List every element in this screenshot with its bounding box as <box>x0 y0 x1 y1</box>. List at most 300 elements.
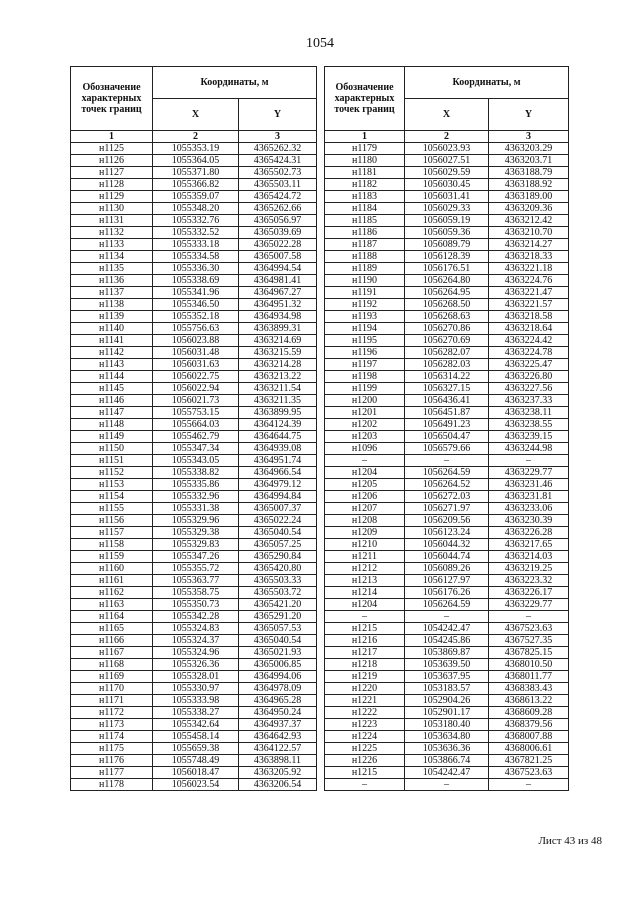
table-row <box>71 755 569 767</box>
table-row <box>71 179 569 191</box>
table-row <box>71 323 569 335</box>
right-coord-y: 4363226.80 <box>489 371 569 383</box>
right-point-id: н1183 <box>325 191 405 203</box>
table-row <box>71 527 569 539</box>
right-coord-y: 4363214.03 <box>489 551 569 563</box>
right-coord-x: 1056044.32 <box>405 539 489 551</box>
table-row <box>71 299 569 311</box>
right-coord-x: 1056264.95 <box>405 287 489 299</box>
right-point-id: н1206 <box>325 491 405 503</box>
col-number: 3 <box>239 131 317 143</box>
left-coord-x: 1056021.73 <box>153 395 239 407</box>
right-coord-y: 4363230.39 <box>489 515 569 527</box>
right-point-id: н1210 <box>325 539 405 551</box>
right-point-id: н1188 <box>325 251 405 263</box>
right-coord-y: 4363214.27 <box>489 239 569 251</box>
right-point-id: н1200 <box>325 395 405 407</box>
left-coord-y: 4363214.69 <box>239 335 317 347</box>
right-point-id: – <box>325 455 405 467</box>
right-coord-x: – <box>405 779 489 791</box>
col-number: 2 <box>405 131 489 143</box>
right-coord-y: 4363218.33 <box>489 251 569 263</box>
left-coord-x: 1056022.94 <box>153 383 239 395</box>
right-coord-y: 4363221.57 <box>489 299 569 311</box>
right-coord-y: 4363212.42 <box>489 215 569 227</box>
right-coord-y: 4363224.42 <box>489 335 569 347</box>
left-point-id: н1162 <box>71 587 153 599</box>
left-coord-y: 4364978.09 <box>239 683 317 695</box>
left-point-id: н1144 <box>71 371 153 383</box>
left-coord-x: 1055336.30 <box>153 263 239 275</box>
right-coord-y: 4363226.17 <box>489 587 569 599</box>
left-coord-x: 1055366.82 <box>153 179 239 191</box>
table-row <box>71 215 569 227</box>
left-point-id: н1151 <box>71 455 153 467</box>
right-coord-x: 1056264.52 <box>405 479 489 491</box>
left-coord-x: 1055331.38 <box>153 503 239 515</box>
left-point-id: н1133 <box>71 239 153 251</box>
left-coord-y: 4365007.37 <box>239 503 317 515</box>
right-coord-y: 4363203.71 <box>489 155 569 167</box>
table-row <box>71 587 569 599</box>
left-point-id: н1134 <box>71 251 153 263</box>
right-coord-x: 1056089.26 <box>405 563 489 575</box>
left-point-id: н1129 <box>71 191 153 203</box>
right-coord-x: 1056059.36 <box>405 227 489 239</box>
right-point-id: н1215 <box>325 767 405 779</box>
left-point-id: н1158 <box>71 539 153 551</box>
right-coord-x: 1052904.26 <box>405 695 489 707</box>
left-coord-y: 4365040.54 <box>239 527 317 539</box>
left-coord-y: 4365039.69 <box>239 227 317 239</box>
right-point-id: н1186 <box>325 227 405 239</box>
left-coord-y: 4365424.72 <box>239 191 317 203</box>
right-coord-y: 4367527.35 <box>489 635 569 647</box>
left-point-id: н1147 <box>71 407 153 419</box>
left-coord-x: 1055333.18 <box>153 239 239 251</box>
right-point-id: н1216 <box>325 635 405 647</box>
left-point-id: н1160 <box>71 563 153 575</box>
right-coord-x: 1053180.40 <box>405 719 489 731</box>
table-row <box>71 383 569 395</box>
table-row <box>71 395 569 407</box>
right-coord-y: 4363209.36 <box>489 203 569 215</box>
right-point-id: н1218 <box>325 659 405 671</box>
right-coord-x: 1056451.87 <box>405 407 489 419</box>
left-point-id: н1127 <box>71 167 153 179</box>
left-coord-x: 1055341.96 <box>153 287 239 299</box>
right-point-id: н1195 <box>325 335 405 347</box>
left-coord-y: 4365503.11 <box>239 179 317 191</box>
right-coord-y: 4363217.65 <box>489 539 569 551</box>
right-point-id: н1226 <box>325 755 405 767</box>
header-point-designation-left: Обозначение характерных точек границ <box>71 67 153 131</box>
left-coord-y: 4364951.74 <box>239 455 317 467</box>
left-coord-y: 4364994.06 <box>239 671 317 683</box>
right-coord-y: 4363244.98 <box>489 443 569 455</box>
table-row <box>71 287 569 299</box>
right-point-id: н1180 <box>325 155 405 167</box>
table-body <box>71 131 569 791</box>
left-coord-y: 4363205.92 <box>239 767 317 779</box>
right-point-id: н1196 <box>325 347 405 359</box>
left-coord-y: 4363215.59 <box>239 347 317 359</box>
left-coord-x: 1056031.63 <box>153 359 239 371</box>
left-coord-y: 4364939.08 <box>239 443 317 455</box>
right-coord-y: 4363238.55 <box>489 419 569 431</box>
left-point-id: н1166 <box>71 635 153 647</box>
right-point-id: н1214 <box>325 587 405 599</box>
table-row <box>71 263 569 275</box>
left-coord-x: 1055358.75 <box>153 587 239 599</box>
left-coord-x: 1055329.96 <box>153 515 239 527</box>
right-coord-x: 1056023.93 <box>405 143 489 155</box>
right-coord-y: 4363210.70 <box>489 227 569 239</box>
right-coord-x: 1056270.69 <box>405 335 489 347</box>
right-coord-x: 1054245.86 <box>405 635 489 647</box>
right-coord-y: – <box>489 779 569 791</box>
right-point-id: н1219 <box>325 671 405 683</box>
left-point-id: н1130 <box>71 203 153 215</box>
right-coord-x: 1056029.33 <box>405 203 489 215</box>
table-row <box>71 167 569 179</box>
right-coord-y: 4363233.06 <box>489 503 569 515</box>
left-coord-x: 1055347.26 <box>153 551 239 563</box>
left-point-id: н1141 <box>71 335 153 347</box>
right-coord-x: 1056027.51 <box>405 155 489 167</box>
sheet-footer: Лист 43 из 48 <box>538 835 602 847</box>
left-coord-y: 4364981.41 <box>239 275 317 287</box>
right-point-id: н1225 <box>325 743 405 755</box>
right-point-id: н1096 <box>325 443 405 455</box>
left-point-id: н1150 <box>71 443 153 455</box>
right-coord-x: 1056282.03 <box>405 359 489 371</box>
right-coord-y: 4363221.18 <box>489 263 569 275</box>
right-coord-y: 4363231.46 <box>489 479 569 491</box>
table-row <box>71 431 569 443</box>
right-coord-y: 4363221.47 <box>489 287 569 299</box>
right-coord-y: 4363219.25 <box>489 563 569 575</box>
header-x-right: X <box>405 99 489 131</box>
right-point-id: н1187 <box>325 239 405 251</box>
left-coord-y: 4363213.22 <box>239 371 317 383</box>
table-row <box>71 143 569 155</box>
left-coord-x: 1055462.79 <box>153 431 239 443</box>
left-coord-x: 1055326.36 <box>153 659 239 671</box>
table-row <box>71 251 569 263</box>
right-coord-y: 4363188.79 <box>489 167 569 179</box>
left-point-id: н1126 <box>71 155 153 167</box>
left-coord-y: 4364951.32 <box>239 299 317 311</box>
left-point-id: н1149 <box>71 431 153 443</box>
left-coord-x: 1056018.47 <box>153 767 239 779</box>
left-coord-x: 1055343.05 <box>153 455 239 467</box>
right-point-id: н1220 <box>325 683 405 695</box>
table-row <box>71 491 569 503</box>
right-coord-x: 1054242.47 <box>405 623 489 635</box>
left-coord-y: 4364642.93 <box>239 731 317 743</box>
left-coord-y: 4365503.33 <box>239 575 317 587</box>
right-coord-x: 1056176.51 <box>405 263 489 275</box>
left-coord-x: 1055458.14 <box>153 731 239 743</box>
table-row <box>71 371 569 383</box>
table-row <box>71 191 569 203</box>
left-coord-y: 4365021.93 <box>239 647 317 659</box>
table-row <box>71 155 569 167</box>
left-coord-y: 4365007.58 <box>239 251 317 263</box>
right-point-id: н1184 <box>325 203 405 215</box>
left-coord-x: 1055338.82 <box>153 467 239 479</box>
left-coord-y: 4365006.85 <box>239 659 317 671</box>
left-coord-y: 4365022.24 <box>239 515 317 527</box>
table-row <box>71 611 569 623</box>
right-coord-y: 4367523.63 <box>489 767 569 779</box>
left-coord-y: 4364122.57 <box>239 743 317 755</box>
right-coord-x: 1053639.50 <box>405 659 489 671</box>
left-coord-x: 1055342.64 <box>153 719 239 731</box>
left-coord-x: 1055346.50 <box>153 299 239 311</box>
header-coordinates-left: Координаты, м <box>153 67 317 99</box>
col-number: 1 <box>325 131 405 143</box>
right-point-id: н1201 <box>325 407 405 419</box>
left-coord-x: 1055753.15 <box>153 407 239 419</box>
table-row <box>71 563 569 575</box>
left-coord-x: 1055333.98 <box>153 695 239 707</box>
left-point-id: н1157 <box>71 527 153 539</box>
left-coord-y: 4364934.98 <box>239 311 317 323</box>
left-coord-x: 1055329.83 <box>153 539 239 551</box>
right-coord-y: – <box>489 611 569 623</box>
left-coord-x: 1055353.19 <box>153 143 239 155</box>
left-point-id: н1152 <box>71 467 153 479</box>
left-coord-x: 1055352.18 <box>153 311 239 323</box>
table-row <box>71 635 569 647</box>
left-coord-y: 4365262.32 <box>239 143 317 155</box>
left-coord-y: 4365420.80 <box>239 563 317 575</box>
right-point-id: н1208 <box>325 515 405 527</box>
right-point-id: н1192 <box>325 299 405 311</box>
table-row <box>71 275 569 287</box>
right-coord-x: 1056436.41 <box>405 395 489 407</box>
left-point-id: н1171 <box>71 695 153 707</box>
left-point-id: н1139 <box>71 311 153 323</box>
table-row <box>71 599 569 611</box>
left-coord-y: 4365057.25 <box>239 539 317 551</box>
left-coord-y: 4364950.24 <box>239 707 317 719</box>
right-coord-y: 4368010.50 <box>489 659 569 671</box>
left-point-id: н1145 <box>71 383 153 395</box>
table-row <box>71 719 569 731</box>
right-coord-x: 1056268.63 <box>405 311 489 323</box>
right-coord-x: 1056271.97 <box>405 503 489 515</box>
right-coord-x: 1056176.26 <box>405 587 489 599</box>
left-coord-x: 1056022.75 <box>153 371 239 383</box>
table-row <box>71 419 569 431</box>
right-point-id: н1212 <box>325 563 405 575</box>
right-coord-y: 4363229.77 <box>489 467 569 479</box>
right-coord-x: – <box>405 611 489 623</box>
left-coord-y: 4365503.72 <box>239 587 317 599</box>
right-point-id: н1193 <box>325 311 405 323</box>
left-coord-y: 4363899.95 <box>239 407 317 419</box>
right-point-id: н1189 <box>325 263 405 275</box>
left-point-id: н1131 <box>71 215 153 227</box>
right-point-id: н1207 <box>325 503 405 515</box>
table-row <box>71 335 569 347</box>
coordinates-table <box>70 66 569 791</box>
left-point-id: н1163 <box>71 599 153 611</box>
column-number-row <box>71 131 569 143</box>
table-row <box>71 731 569 743</box>
right-coord-x: 1053183.57 <box>405 683 489 695</box>
left-coord-x: 1055363.77 <box>153 575 239 587</box>
left-coord-x: 1055748.49 <box>153 755 239 767</box>
right-point-id: н1209 <box>325 527 405 539</box>
page-number: 1054 <box>306 36 334 51</box>
right-point-id: н1224 <box>325 731 405 743</box>
left-coord-x: 1055334.58 <box>153 251 239 263</box>
left-coord-y: 4363211.35 <box>239 395 317 407</box>
right-coord-y: 4368383.43 <box>489 683 569 695</box>
table-row <box>71 455 569 467</box>
left-coord-x: 1055330.97 <box>153 683 239 695</box>
left-point-id: н1175 <box>71 743 153 755</box>
right-point-id: н1222 <box>325 707 405 719</box>
right-coord-y: 4363226.28 <box>489 527 569 539</box>
right-point-id: н1205 <box>325 479 405 491</box>
left-point-id: н1140 <box>71 323 153 335</box>
right-coord-x: 1053634.80 <box>405 731 489 743</box>
right-coord-y: 4363238.11 <box>489 407 569 419</box>
left-coord-y: 4365424.31 <box>239 155 317 167</box>
right-coord-x: 1056491.23 <box>405 419 489 431</box>
right-coord-y: 4367821.25 <box>489 755 569 767</box>
left-coord-x: 1055364.05 <box>153 155 239 167</box>
table-row <box>71 695 569 707</box>
right-coord-y: 4363231.81 <box>489 491 569 503</box>
right-coord-x: 1056268.50 <box>405 299 489 311</box>
right-coord-y: 4363229.77 <box>489 599 569 611</box>
table-row <box>71 623 569 635</box>
left-coord-y: 4364994.84 <box>239 491 317 503</box>
right-coord-y: 4363189.00 <box>489 191 569 203</box>
left-coord-y: 4364124.39 <box>239 419 317 431</box>
left-point-id: н1132 <box>71 227 153 239</box>
left-coord-y: 4365502.73 <box>239 167 317 179</box>
right-coord-x: 1053636.36 <box>405 743 489 755</box>
left-point-id: н1168 <box>71 659 153 671</box>
left-point-id: н1164 <box>71 611 153 623</box>
left-point-id: н1148 <box>71 419 153 431</box>
col-number: 3 <box>489 131 569 143</box>
right-coord-y: 4363223.32 <box>489 575 569 587</box>
right-point-id: н1185 <box>325 215 405 227</box>
table-row <box>71 779 569 791</box>
left-coord-x: 1055324.37 <box>153 635 239 647</box>
right-point-id: н1223 <box>325 719 405 731</box>
left-point-id: н1143 <box>71 359 153 371</box>
col-number: 1 <box>71 131 153 143</box>
right-point-id: н1190 <box>325 275 405 287</box>
right-coord-y: 4363218.64 <box>489 323 569 335</box>
right-point-id: н1202 <box>325 419 405 431</box>
left-point-id: н1146 <box>71 395 153 407</box>
left-coord-x: 1055338.27 <box>153 707 239 719</box>
left-coord-y: 4363898.11 <box>239 755 317 767</box>
left-coord-y: 4365056.97 <box>239 215 317 227</box>
right-coord-x: 1056029.59 <box>405 167 489 179</box>
right-coord-x: 1056089.79 <box>405 239 489 251</box>
col-number: 2 <box>153 131 239 143</box>
left-coord-y: 4365262.66 <box>239 203 317 215</box>
right-point-id: н1204 <box>325 599 405 611</box>
left-point-id: н1159 <box>71 551 153 563</box>
table-row <box>71 767 569 779</box>
right-point-id: н1182 <box>325 179 405 191</box>
right-coord-y: 4363227.56 <box>489 383 569 395</box>
left-point-id: н1177 <box>71 767 153 779</box>
table-row <box>71 671 569 683</box>
right-coord-x: 1056270.86 <box>405 323 489 335</box>
right-coord-x: 1056030.45 <box>405 179 489 191</box>
right-point-id: н1194 <box>325 323 405 335</box>
left-point-id: н1167 <box>71 647 153 659</box>
table-row <box>71 359 569 371</box>
left-coord-x: 1055324.96 <box>153 647 239 659</box>
left-coord-y: 4364965.28 <box>239 695 317 707</box>
right-coord-x: 1056272.03 <box>405 491 489 503</box>
left-point-id: н1170 <box>71 683 153 695</box>
left-coord-x: 1055332.52 <box>153 227 239 239</box>
header-x-left: X <box>153 99 239 131</box>
left-coord-y: 4363899.31 <box>239 323 317 335</box>
right-coord-y: 4363218.58 <box>489 311 569 323</box>
table-row <box>71 443 569 455</box>
right-coord-x: 1054242.47 <box>405 767 489 779</box>
table-row <box>71 239 569 251</box>
right-coord-y: 4368006.61 <box>489 743 569 755</box>
left-point-id: н1138 <box>71 299 153 311</box>
left-coord-y: 4364644.75 <box>239 431 317 443</box>
right-coord-x: 1056031.41 <box>405 191 489 203</box>
table-row <box>71 683 569 695</box>
right-coord-x: 1053637.95 <box>405 671 489 683</box>
left-coord-y: 4363214.28 <box>239 359 317 371</box>
left-coord-x: 1056023.54 <box>153 779 239 791</box>
table-row <box>71 467 569 479</box>
right-point-id: н1191 <box>325 287 405 299</box>
left-coord-x: 1055355.72 <box>153 563 239 575</box>
right-coord-x: 1056504.47 <box>405 431 489 443</box>
right-coord-y: 4368609.28 <box>489 707 569 719</box>
left-point-id: н1136 <box>71 275 153 287</box>
left-point-id: н1128 <box>71 179 153 191</box>
left-point-id: н1174 <box>71 731 153 743</box>
left-point-id: н1154 <box>71 491 153 503</box>
left-coord-x: 1055324.83 <box>153 623 239 635</box>
right-coord-x: 1056579.66 <box>405 443 489 455</box>
left-coord-x: 1055335.86 <box>153 479 239 491</box>
left-coord-x: 1055664.03 <box>153 419 239 431</box>
left-coord-x: 1055347.34 <box>153 443 239 455</box>
right-coord-y: 4368379.56 <box>489 719 569 731</box>
left-point-id: н1176 <box>71 755 153 767</box>
right-coord-y: 4363188.92 <box>489 179 569 191</box>
right-coord-y: 4368613.22 <box>489 695 569 707</box>
left-coord-y: 4365290.84 <box>239 551 317 563</box>
table-row <box>71 407 569 419</box>
left-point-id: н1169 <box>71 671 153 683</box>
